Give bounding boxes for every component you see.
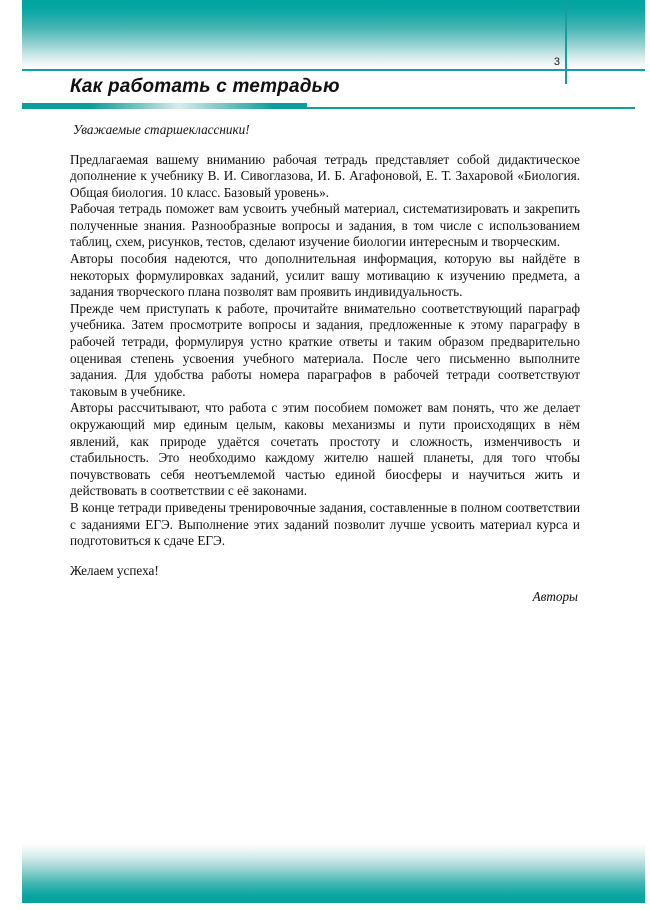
body-paragraph: Авторы рассчитывают, что работа с этим пособием поможет вам понять, что же делает окружающий мир единым целым, каковы механизмы и пути происходящих в нём явлений, как природе удаётся сочетать простоту и сложность, изменчивость и стабильность. Это необходимо каждому жителю нашей планеты, для того чтобы почувствовать себя неотъемлемой частью единой биосферы и научиться жить и действовать в соответствии с её законами. [70,400,580,499]
body-paragraph: В конце тетради приведены тренировочные задания, составленные в полном соответствии с заданиями ЕГЭ. Выполнение этих заданий позволит лучше усвоить материал курса и подготовиться к сдаче ЕГЭ. [70,499,580,549]
signature: Авторы [532,589,578,605]
page-title: Как работать с тетрадью [70,76,340,97]
salutation: Уважаемые старшеклассники! [73,122,250,137]
header-vertical-rule [565,0,567,84]
footer-decorative-band [22,843,645,903]
body-paragraph: Рабочая тетрадь поможет вам усвоить учебный материал, систематизировать и закрепить полученные знания. Разнообразные вопросы и задания, в том числе с использованием таблиц, схем, рисунков, тестов, сделают изучение биологии интересным и творческим. [70,201,580,250]
body-paragraph: Авторы пособия надеются, что дополнительная информация, которую вы найдёте в некоторых формулировках заданий, усилит вашу мотивацию к изучению предмета, а задания творческого плана позволят вам проявить индивидуальность. [70,251,580,300]
header-horizontal-rule [22,69,645,71]
body-paragraph: Прежде чем приступать к работе, прочитайте внимательно соответствующий параграф учебника. Затем просмотрите вопросы и задания, предложенные к этому параграфу в рабочей тетради, формулируя устно краткие ответы и таким образом предварительно оценивая степень усвоения учебного материала. После чего письменно выполните задания. Для удобства работы номера параграфов в рабочей тетради соответствуют таковым в учебнике. [70,300,580,399]
title-underline-thick [22,103,307,109]
closing-line: Желаем успеха! [70,562,159,578]
page-number: 3 [553,56,560,68]
body-paragraph: Предлагаемая вашему вниманию рабочая тетрадь представляет собой дидактическое дополнение к учебнику В. И. Сивоглазова, И. Б. Агафоновой, Е. Т. Захаровой «Биология. Общая биология. 10 класс. Базовый уровень». [70,151,580,200]
body-content [70,122,580,606]
